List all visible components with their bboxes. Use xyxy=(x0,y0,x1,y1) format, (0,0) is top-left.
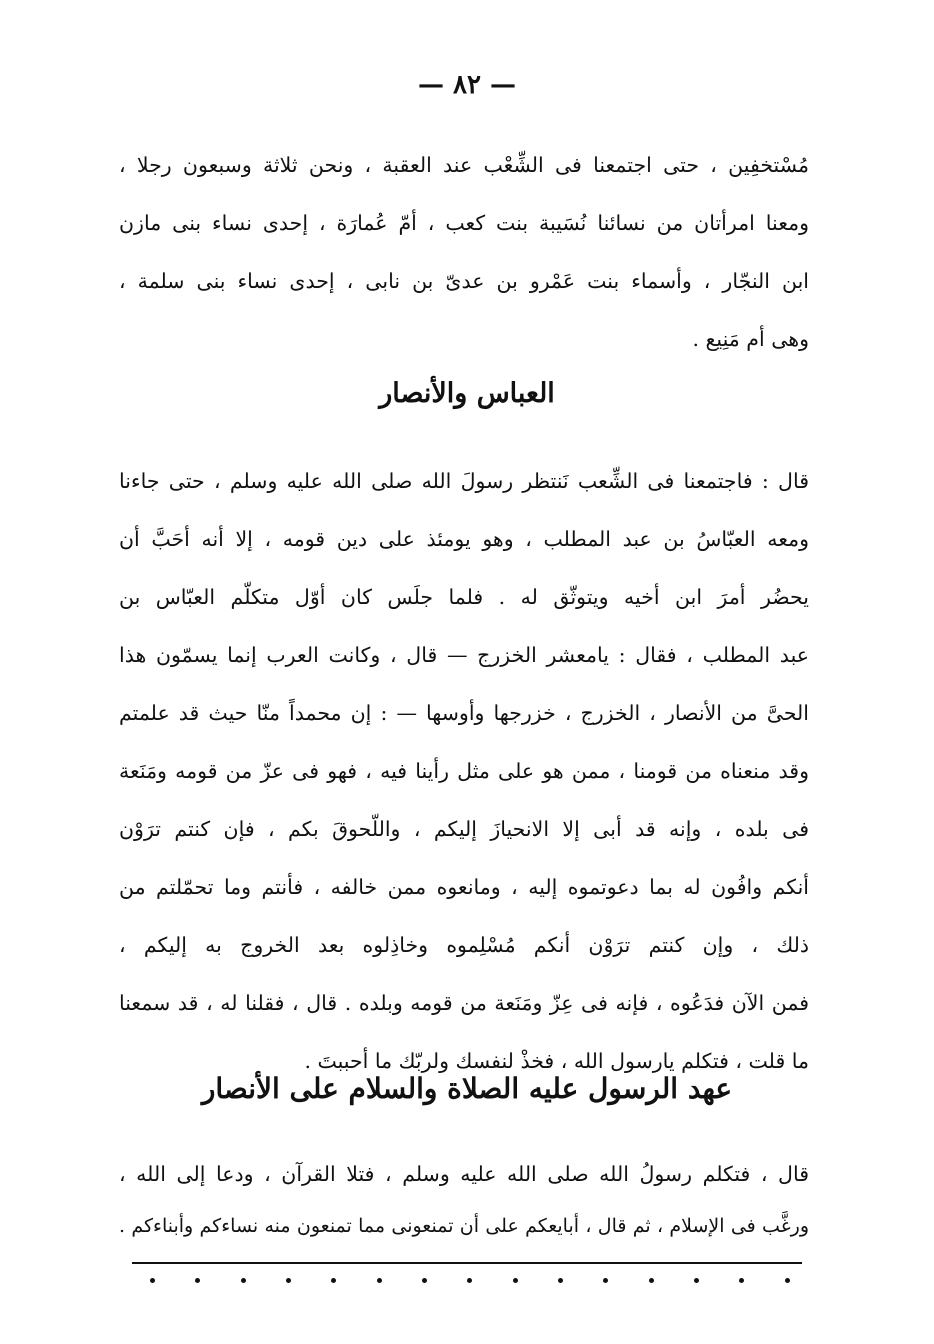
footer-dot xyxy=(195,1278,200,1283)
paragraph-1 xyxy=(119,136,809,368)
text-line: ذلك ، وإن كنتم ترَوْن أنكم مُسْلِموه وخاذِلوه بعد الخروج به إليكم ، xyxy=(119,933,809,957)
text-line: الحىَّ من الأنصار ، الخزرج ، خزرجها وأوسها — : إن محمداً منّا حيث قد علمتم xyxy=(119,701,809,725)
text-line: ابن النجّار ، وأسماء بنت عَمْرو بن عدىّ بن نابى ، إحدى نساء بنى سلمة ، xyxy=(119,269,809,293)
section-heading-covenant: عهد الرسول عليه الصلاة والسلام على الأنصار xyxy=(201,1072,733,1105)
footer-dot xyxy=(785,1278,790,1283)
section-heading-abbas: العباس والأنصار xyxy=(379,378,555,409)
text-line: ومعه العبّاسُ بن عبد المطلب ، وهو يومئذ على دين قومه ، إلا أنه أحَبَّ أن xyxy=(119,527,809,551)
footer-dot xyxy=(467,1278,472,1283)
footer-dot xyxy=(377,1278,382,1283)
text-line: وقد منعناه من قومنا ، ممن هو على مثل رأينا فيه ، فهو فى عزّ من قومه ومَنَعة xyxy=(119,759,809,783)
text-line: فى بلده ، وإنه قد أبى إلا الانحيازَ إليكم ، واللّحوقَ بكم ، فإن كنتم ترَوْن xyxy=(119,817,809,841)
text-line: وهى أم مَنِيع . xyxy=(692,327,809,351)
text-line: أنكم وافُون له بما دعوتموه إليه ، ومانعوه ممن خالفه ، فأنتم وما تحمّلتم من xyxy=(119,875,809,899)
text-line: قال ، فتكلم رسولُ الله صلى الله عليه وسلم ، فتلا القرآن ، ودعا إلى الله ، xyxy=(119,1162,809,1186)
text-line: فمن الآن فدَعُوه ، فإنه فى عِزّ ومَنَعة من قومه وبلده . قال ، فقلنا له ، قد سمعنا xyxy=(119,991,809,1015)
footer-dot xyxy=(739,1278,744,1283)
paragraph-3 xyxy=(119,1148,809,1252)
text-line: ورغَّب فى الإسلام ، ثم قال ، أبايعكم على أن تمنعونى مما تمنعون منه نساءكم وأبناءكم . xyxy=(119,1215,809,1237)
text-line: ما قلت ، فتكلم يارسول الله ، فخذْ لنفسك ولربّك ما أحببتَ . xyxy=(304,1049,809,1073)
paragraph-2 xyxy=(119,452,809,1090)
footer-dot xyxy=(513,1278,518,1283)
footer-dot xyxy=(150,1278,155,1283)
footer-dot xyxy=(331,1278,336,1283)
footer-dot xyxy=(603,1278,608,1283)
footer-dot xyxy=(286,1278,291,1283)
footer-dot xyxy=(422,1278,427,1283)
footer-dot xyxy=(649,1278,654,1283)
page-number: — ٨٢ — xyxy=(417,70,517,100)
text-line: مُسْتخفِين ، حتى اجتمعنا فى الشِّعْب عند العقبة ، ونحن ثلاثة وسبعون رجلا ، xyxy=(119,153,809,177)
text-line: قال : فاجتمعنا فى الشِّعب نَنتظر رسولَ الله صلى الله عليه وسلم ، حتى جاءنا xyxy=(119,469,809,493)
footer-dot xyxy=(241,1278,246,1283)
text-line: يحضُر أمرَ ابن أخيه ويتوثّق له . فلما جلَس كان أوّل متكلّم العبّاس بن xyxy=(119,585,809,609)
text-line: ومعنا امرأتان من نسائنا نُسَيبة بنت كعب ، أمّ عُمارَة ، إحدى نساء بنى مازن xyxy=(119,211,809,235)
footer-dot xyxy=(694,1278,699,1283)
text-line: عبد المطلب ، فقال : يامعشر الخزرج — قال ، وكانت العرب إنما يسمّون هذا xyxy=(119,643,809,667)
footer-dots xyxy=(150,1278,790,1283)
footer-dot xyxy=(558,1278,563,1283)
footer-rule xyxy=(132,1262,802,1264)
